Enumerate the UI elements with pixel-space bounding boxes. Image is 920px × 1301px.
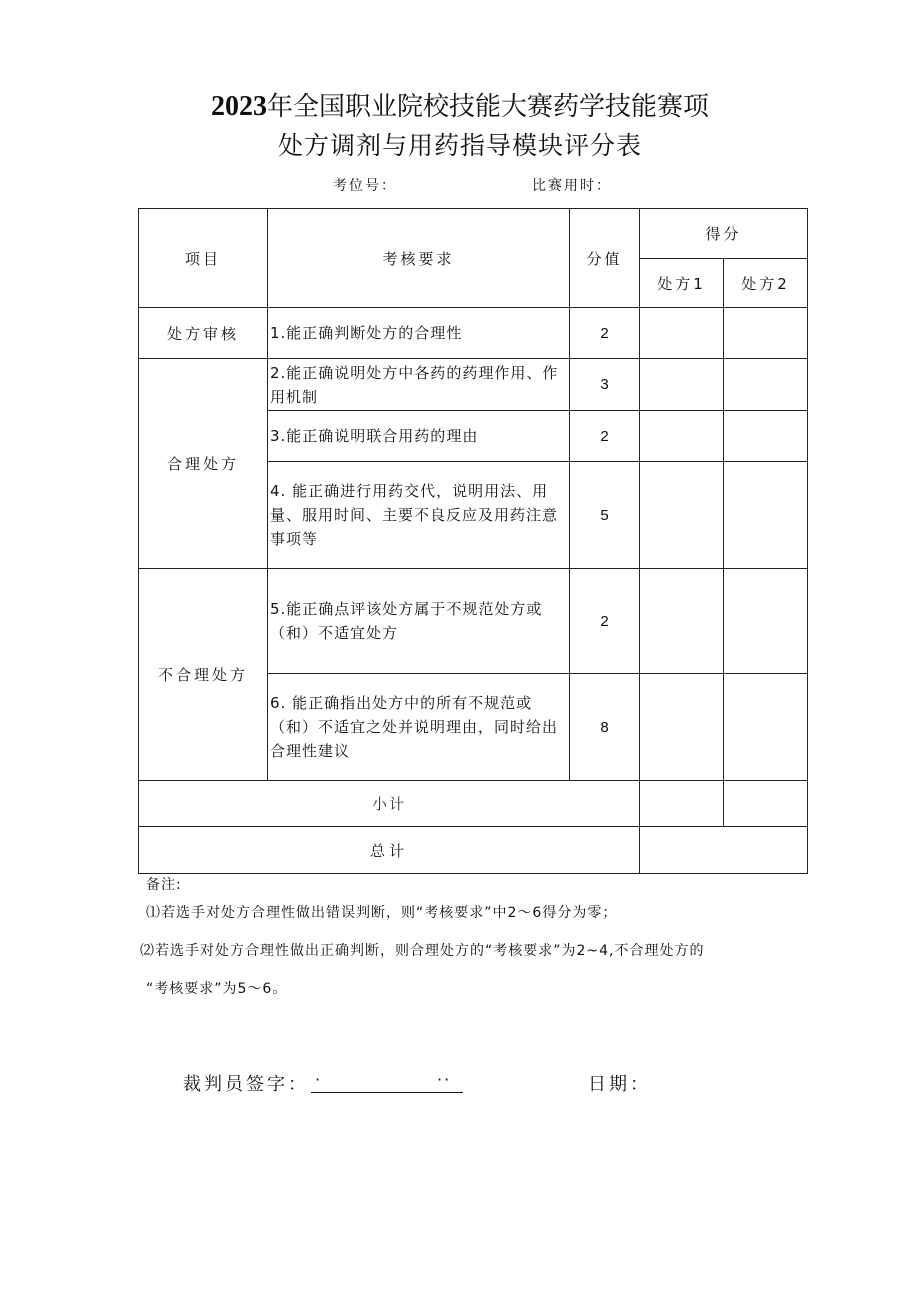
subtotal-cell-rx2[interactable] xyxy=(724,781,808,827)
score-cell-rx2[interactable] xyxy=(724,462,808,569)
score-cell-rx2[interactable] xyxy=(724,569,808,674)
note-2: ⑵若选手对处方合理性做出正确判断，则合理处方的“考核要求”为2~4,不合理处方的 xyxy=(140,943,705,959)
header-obtained-score: 得分 xyxy=(640,209,808,259)
total-row xyxy=(139,827,808,874)
title-year: 2023 xyxy=(210,91,267,122)
header-prescription-2: 处方2 xyxy=(724,259,808,308)
requirement-text: 1.能正确判断处方的合理性 xyxy=(268,308,570,359)
requirement-text: 6. 能正确指出处方中的所有不规范或（和）不适宜之处并说明理由，同时给出合理性建议 xyxy=(268,674,570,781)
score-cell-rx1[interactable] xyxy=(640,359,724,411)
header-prescription-1: 处方1 xyxy=(640,259,724,308)
group-rational-prescription: 合理处方 xyxy=(139,359,268,569)
score-cell-rx2[interactable] xyxy=(724,411,808,462)
subtotal-row xyxy=(139,781,808,827)
score-value: 3 xyxy=(570,359,640,411)
requirement-text: 3.能正确说明联合用药的理由 xyxy=(268,411,570,462)
score-value: 5 xyxy=(570,462,640,569)
score-value: 8 xyxy=(570,674,640,781)
total-cell[interactable] xyxy=(640,827,808,874)
score-cell-rx1[interactable] xyxy=(640,674,724,781)
notes-heading: 备注: xyxy=(146,877,182,893)
score-cell-rx2[interactable] xyxy=(724,308,808,359)
score-value: 2 xyxy=(570,308,640,359)
requirement-text: 5.能正确点评该处方属于不规范处方或（和）不适宜处方 xyxy=(268,569,570,674)
table-row xyxy=(139,359,808,411)
total-label: 总计 xyxy=(139,827,640,874)
seat-number-label: 考位号： xyxy=(333,178,397,194)
title-line-1-text: 年全国职业院校技能大赛药学技能赛项 xyxy=(266,92,709,122)
date-label: 日期： xyxy=(588,1074,651,1095)
header-score-value: 分值 xyxy=(570,209,640,308)
judge-signature-field[interactable] xyxy=(311,1070,463,1093)
page-title-line-2: 处方调剂与用药指导模块评分表 xyxy=(277,131,642,160)
header-item: 项目 xyxy=(139,209,268,308)
subtotal-label: 小计 xyxy=(139,781,640,827)
score-cell-rx2[interactable] xyxy=(724,674,808,781)
signature-dot-right: ·· xyxy=(437,1070,452,1089)
score-cell-rx1[interactable] xyxy=(640,569,724,674)
score-cell-rx1[interactable] xyxy=(640,462,724,569)
table-row xyxy=(139,308,808,359)
scoring-table xyxy=(138,208,808,874)
requirement-text: 2.能正确说明处方中各药的药理作用、作用机制 xyxy=(268,359,570,411)
score-value: 2 xyxy=(570,411,640,462)
note-1: ⑴若选手对处方合理性做出错误判断，则“考核要求”中2～6得分为零； xyxy=(146,905,618,921)
score-cell-rx2[interactable] xyxy=(724,359,808,411)
requirement-text: 4. 能正确进行用药交代，说明用法、用量、服用时间、主要不良反应及用药注意事项等 xyxy=(268,462,570,569)
score-value: 2 xyxy=(570,569,640,674)
group-irrational-prescription: 不合理处方 xyxy=(139,569,268,781)
time-used-label: 比赛用时： xyxy=(532,178,612,194)
subtotal-cell-rx1[interactable] xyxy=(640,781,724,827)
table-row xyxy=(139,569,808,674)
group-prescription-review: 处方审核 xyxy=(139,308,268,359)
signature-dot-left: · xyxy=(315,1070,321,1089)
note-3: “考核要求”为5～6。 xyxy=(146,981,288,997)
score-cell-rx1[interactable] xyxy=(640,308,724,359)
page-title-line-1 xyxy=(0,86,920,123)
score-cell-rx1[interactable] xyxy=(640,411,724,462)
judge-signature-label: 裁判员签字： xyxy=(183,1074,309,1095)
header-requirement: 考核要求 xyxy=(268,209,570,308)
